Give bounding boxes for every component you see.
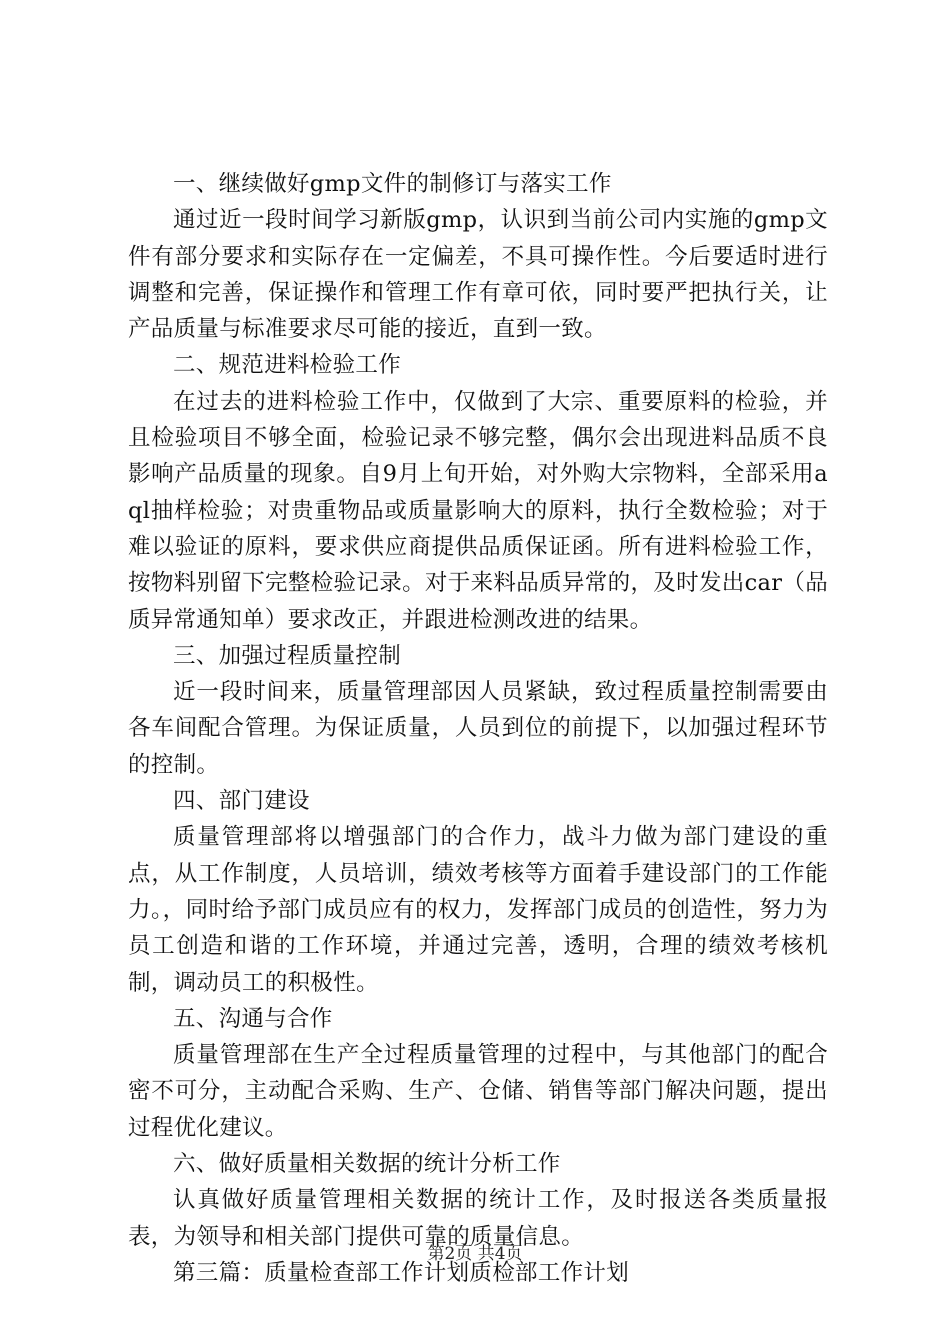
section-1-body: 通过近一段时间学习新版gmp，认识到当前公司内实施的gmp文件有部分要求和实际存在一定偏差，不具可操作性。今后要适时进行调整和完善，保证操作和管理工作有章可依，同时要严把执行关，让产品质量与标准要求尽可能的接近，直到一致。 <box>128 207 828 343</box>
section-4-heading: 四、部门建设 <box>173 788 310 815</box>
section-6-heading: 六、做好质量相关数据的统计分析工作 <box>173 1151 561 1178</box>
section-3-body: 近一段时间来，质量管理部因人员紧缺，致过程质量控制需要由各车间配合管理。为保证质量，人员到位的前提下，以加强过程环节的控制。 <box>128 679 828 778</box>
section-5-heading: 五、沟通与合作 <box>173 1005 333 1032</box>
section-4-body: 质量管理部将以增强部门的合作力，战斗力做为部门建设的重点，从工作制度，人员培训，绩效考核等方面着手建设部门的工作能力。，同时给予部门成员应有的权力，发挥部门成员的创造性，努力为员工创造和谐的工作环境，并通过完善，透明，合理的绩效考核机制，调动员工的积极性。 <box>128 824 828 996</box>
section-5-body: 质量管理部在生产全过程质量管理的过程中，与其他部门的配合密不可分，主动配合采购、生产、仓储、销售等部门解决问题，提出过程优化建议。 <box>128 1042 828 1141</box>
section-2-heading: 二、规范进料检验工作 <box>173 352 402 379</box>
section-3-heading: 三、加强过程质量控制 <box>173 642 402 669</box>
closing-title: 第三篇：质量检查部工作计划质检部工作计划 <box>173 1259 630 1286</box>
section-1-heading: 一、继续做好gmp文件的制修订与落实工作 <box>173 171 612 197</box>
page-footer: 第2页 共4页 <box>427 1244 523 1264</box>
document-body <box>128 166 828 1291</box>
section-2-body: 在过去的进料检验工作中，仅做到了大宗、重要原料的检验，并且检验项目不够全面，检验记录不够完整，偶尔会出现进料品质不良影响产品质量的现象。自9月上旬开始，对外购大宗物料，全部采用aql抽样检验；对贵重物品或质量影响大的原料，执行全数检验；对于难以验证的原料，要求供应商提供品质保证函。所有进料检验工作，按物料别留下完整检验记录。对于来料品质异常的，及时发出car（品质异常通知单）要求改正，并跟进检测改进的结果。 <box>128 388 828 633</box>
section-6-body: 认真做好质量管理相关数据的统计工作，及时报送各类质量报表，为领导和相关部门提供可靠的质量信息。 <box>128 1187 828 1250</box>
